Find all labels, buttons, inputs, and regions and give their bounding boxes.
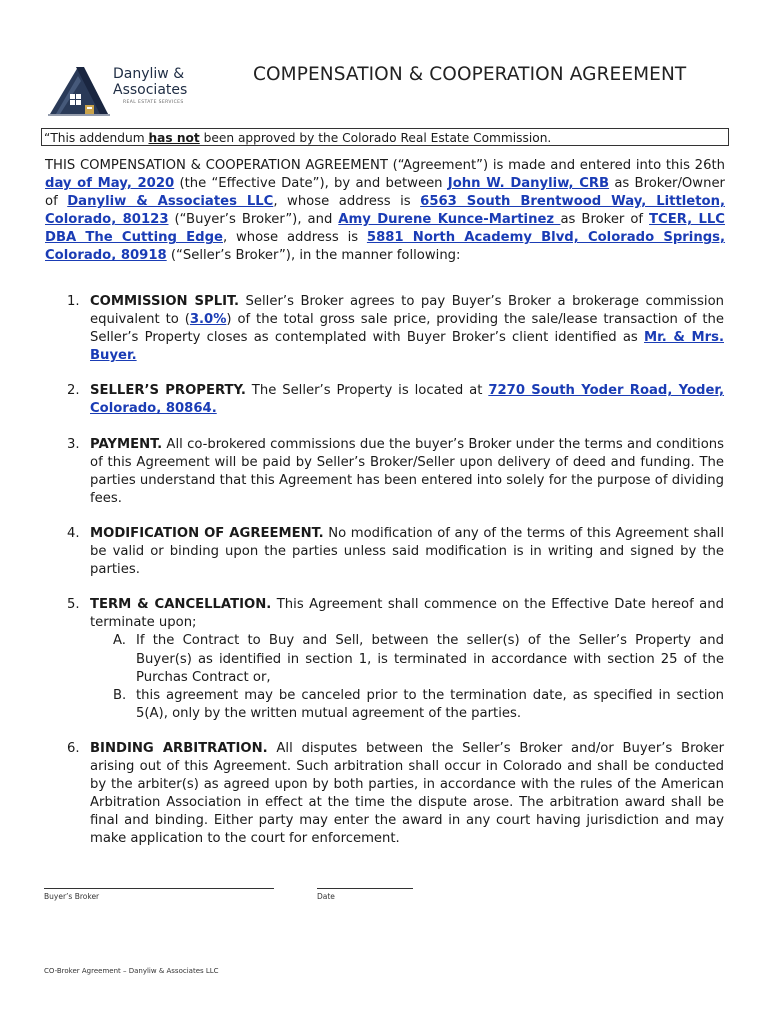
sub-clause-letter: B. [113, 687, 127, 703]
section-number: 3. [67, 436, 80, 452]
commission-rate-field[interactable]: 3.0% [189, 312, 227, 328]
section-binding-arbitration [0, 740, 770, 849]
page-title: COMPENSATION & COOPERATION AGREEMENT [253, 64, 687, 85]
notice-emphasis: has not [148, 131, 200, 145]
section-commission-split [0, 293, 770, 365]
section-body [90, 740, 724, 849]
buyers-broker-company-field[interactable]: Danyliw & Associates LLC [67, 194, 274, 210]
section-body [90, 525, 724, 579]
section-number: 5. [67, 597, 80, 613]
house-logo-icon [48, 64, 110, 116]
section-text: ) of the total gross sale price, providing the sale/lease transaction of the Seller’s Property closes as contemplated with Buyer Broker’s client identified as [90, 312, 724, 346]
page-footer: CO-Broker Agreement – Danyliw & Associates LLC [44, 967, 219, 975]
company-logo [48, 64, 198, 116]
section-term-cancellation [0, 596, 770, 723]
broker-signature-label: Buyer’s Broker [44, 892, 100, 901]
section-number: 6. [67, 740, 80, 756]
sellers-broker-name-field[interactable]: Amy Durene Kunce-Martinez [338, 212, 561, 228]
section-heading: BINDING ARBITRATION. [90, 740, 268, 756]
section-body [90, 382, 724, 418]
section-heading: COMMISSION SPLIT. [90, 294, 239, 309]
section-body [90, 293, 724, 365]
sub-clause-text: this agreement may be canceled prior to the termination date, as specified in section 5(A), only by the written mutual agreement of the parties. [136, 687, 724, 721]
intro-text-3: as Broker/Owner of [45, 176, 725, 210]
notice-text-end: been approved by the Colorado Real Estate Commission. [199, 131, 552, 145]
section-payment [0, 436, 770, 508]
date-signature-line[interactable] [317, 888, 413, 889]
section-text: All co-brokered commissions due the buyer’s Broker under the terms and conditions of this Agreement will be paid by Seller’s Broker/Seller upon delivery of deed and funding. The parties understand that this Agreement has been entered into solely for the purpose of dividing fees. [90, 436, 724, 506]
buyers-broker-name-field[interactable]: John W. Danyliw, CRB [447, 176, 610, 192]
agreement-sections [0, 293, 770, 848]
sub-clause-b [113, 687, 724, 723]
section-heading: SELLER’S PROPERTY. [90, 383, 246, 399]
section-text: All disputes between the Seller’s Broker and/or Buyer’s Broker arising out of this Agreement. Such arbitration shall occur in Colorado and shall be conducted by the arbiter(s) as agreed upon by both parties, in accordance with the rules of the American Arbitration Association in effect at the time the dispute arose. The arbitration award shall be final and binding. Either party may enter the award in any court having jurisdiction and may make application to the court for enforcement. [90, 740, 724, 847]
date-signature-label: Date [317, 892, 335, 901]
sub-clause-letter: A. [113, 633, 126, 649]
section-modification [0, 525, 770, 579]
intro-text-4: , whose address is [273, 194, 421, 210]
section-text: Seller’s Broker agrees to pay Buyer’s Broker a brokerage commission equivalent to ( [90, 294, 724, 328]
intro-text-5: (“Buyer’s Broker”), and [168, 212, 339, 228]
intro-text-7: , whose address is [222, 230, 367, 246]
property-address-field[interactable]: 7270 South Yoder Road, Yoder, Colorado, 80864. [90, 383, 724, 417]
section-number: 4. [67, 525, 80, 541]
client-name-field[interactable]: Mr. & Mrs. Buyer. [90, 330, 724, 364]
section-heading: MODIFICATION OF AGREEMENT. [90, 525, 324, 541]
buyers-broker-address-field[interactable]: 6563 South Brentwood Way, Littleton, Colorado, 80123 [45, 194, 725, 228]
section-sellers-property [0, 382, 770, 418]
broker-signature-line[interactable] [44, 888, 274, 889]
intro-text-2: (the “Effective Date”), by and between [174, 176, 448, 192]
notice-text-start: “This addendum [44, 131, 149, 145]
sub-clause-text: If the Contract to Buy and Sell, between the seller(s) of the Seller’s Property and Buyer(s) as identified in section 1, is terminated in accordance with section 25 of the Purchas Contract or, [136, 633, 724, 685]
section-text: The Seller’s Property is located at [245, 383, 489, 399]
logo-wordmark [113, 66, 187, 98]
section-text: No modification of any of the terms of this Agreement shall be valid or binding upon the parties unless said modification is in writing and signed by the parties. [90, 525, 724, 578]
section-number: 2. [67, 383, 80, 399]
section-heading: TERM & CANCELLATION. [90, 597, 272, 613]
intro-text-8: (“Seller’s Broker”), in the manner following: [166, 248, 461, 264]
section-heading: PAYMENT. [90, 436, 163, 452]
section-text: This Agreement shall commence on the Effective Date hereof and terminate upon; [90, 597, 724, 631]
logo-name-line1: Danyliw & [113, 66, 185, 82]
logo-name-line2: Associates [113, 82, 188, 98]
logo-tagline: REAL ESTATE SERVICES [123, 100, 184, 105]
intro-text-1: THIS COMPENSATION & COOPERATION AGREEMENT (“Agreement”) is made and entered into this 26th [45, 158, 725, 173]
sellers-broker-address-field[interactable]: 5881 North Academy Blvd, Colorado Springs, Colorado, 80918 [45, 230, 726, 264]
section-body [90, 436, 724, 508]
intro-text-6: as Broker of [560, 212, 650, 228]
section-number: 1. [67, 294, 80, 309]
effective-date-field[interactable]: day of May, 2020 [45, 176, 175, 192]
sub-clause-a [113, 632, 724, 686]
section-body [90, 596, 724, 632]
sellers-broker-company-field[interactable]: TCER, LLC DBA The Cutting Edge [45, 212, 725, 246]
intro-paragraph [45, 157, 725, 266]
addendum-notice [41, 128, 729, 146]
